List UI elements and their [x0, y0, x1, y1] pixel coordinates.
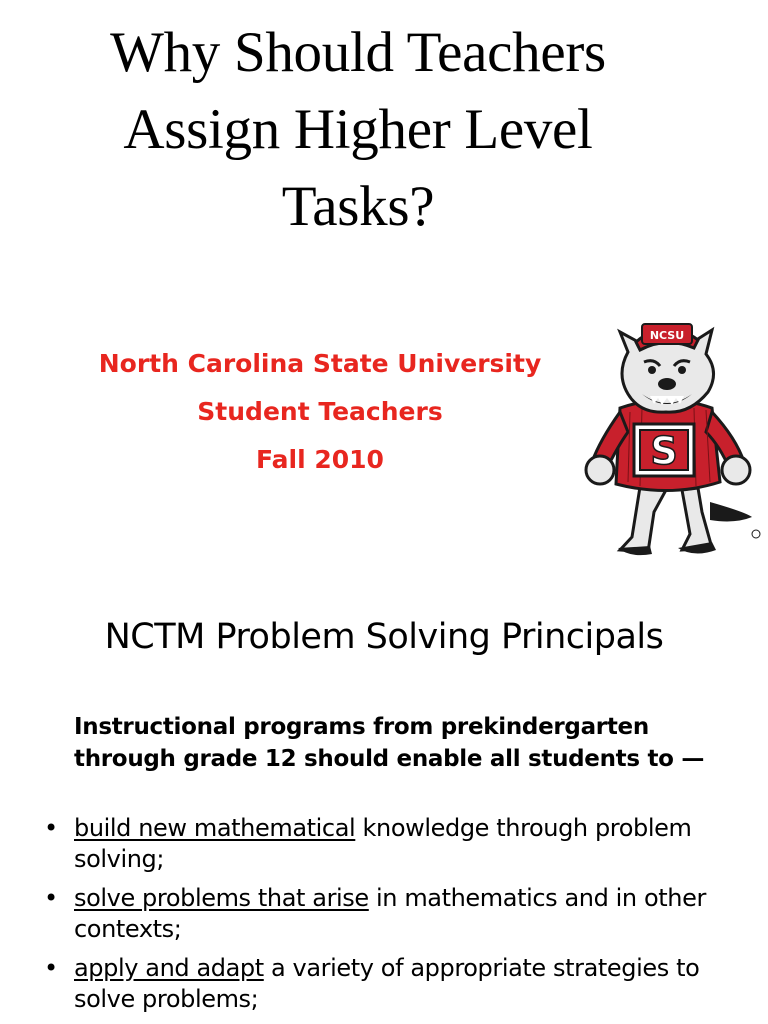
cap-text: NCSU [649, 329, 685, 342]
slide-subtitle [80, 340, 560, 484]
list-item [0, 883, 734, 945]
subtitle-line: North Carolina State University [98, 349, 542, 378]
underlined-text: solve problems that arise [74, 884, 369, 912]
bullet-icon: • [44, 814, 58, 842]
slide-title [30, 14, 686, 245]
subtitle-line: Fall 2010 [256, 445, 384, 474]
title-line: Tasks? [281, 175, 435, 238]
slide-title: NCTM Problem Solving Principals [104, 617, 664, 657]
list-item [0, 953, 734, 1015]
underlined-text: apply and adapt [74, 954, 264, 982]
title-line: Assign Higher Level [123, 98, 593, 161]
list-item [0, 813, 734, 875]
bullet-text: knowledge through problem solving; [74, 814, 692, 873]
sweater-letter: S [650, 429, 678, 473]
bullet-icon: • [44, 954, 58, 982]
bullet-icon: • [44, 884, 58, 912]
bullet-text: a variety of appropriate strategies to solve problems; [74, 954, 700, 1013]
subtitle-line: Student Teachers [197, 397, 443, 426]
intro-text: Instructional programs from prekindergarten through grade 12 should enable all students to — [74, 714, 705, 772]
title-line: Why Should Teachers [110, 21, 606, 84]
bullet-list [0, 813, 768, 1023]
bullet-text: in mathematics and in other contexts; [74, 884, 706, 943]
wolf-mascot-logo [570, 312, 768, 574]
underlined-text: build new mathematical [74, 814, 356, 842]
slide-2 [0, 585, 768, 1024]
